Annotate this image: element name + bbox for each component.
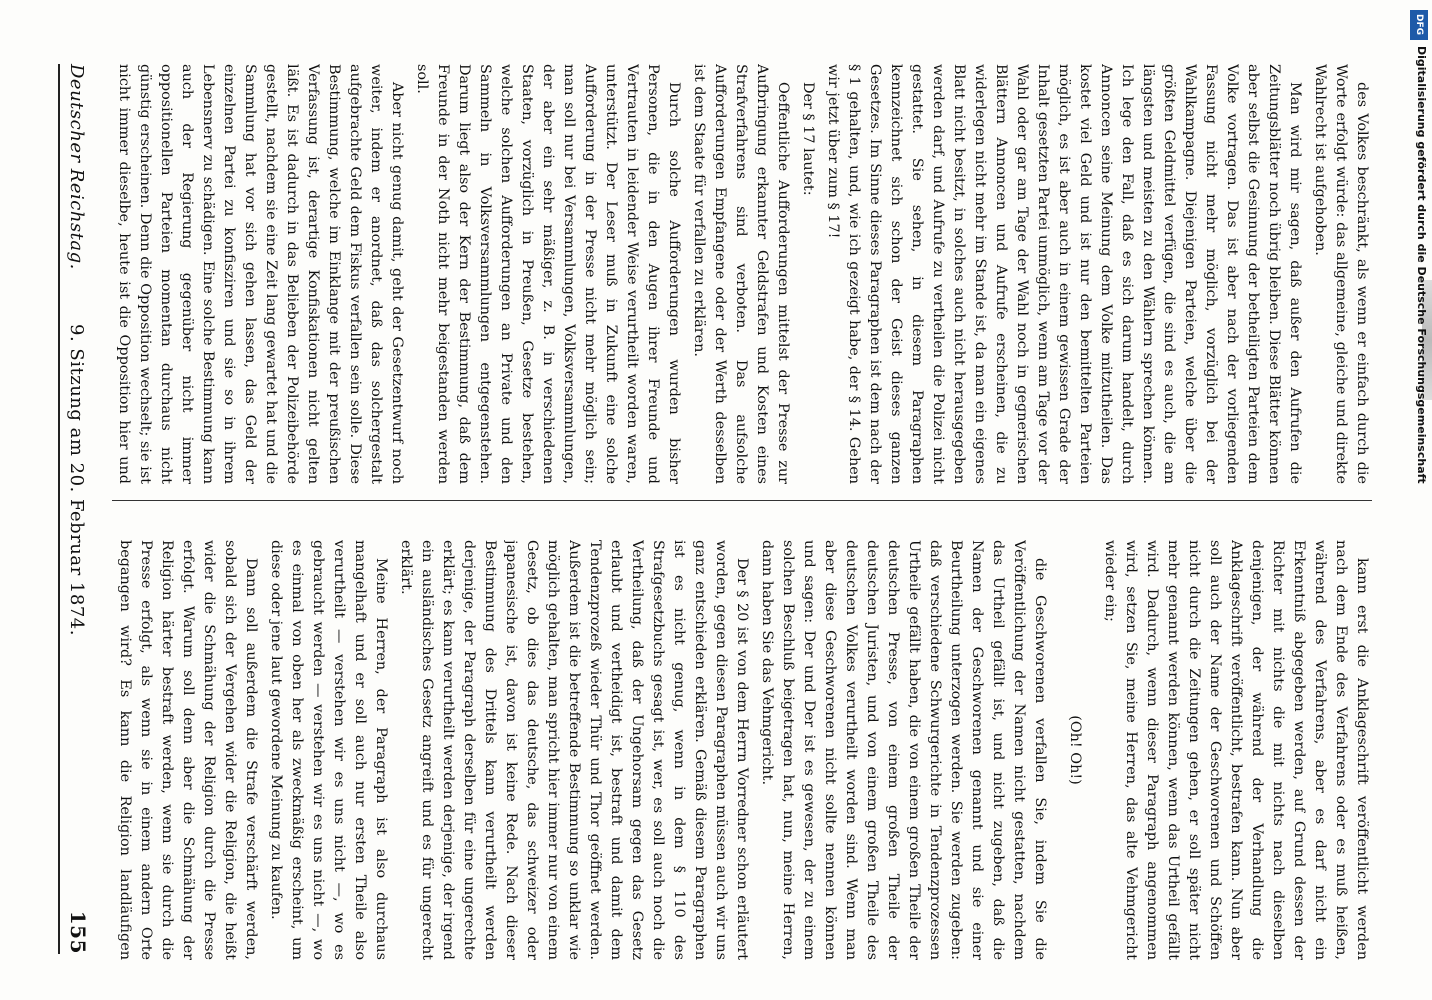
page-header <box>58 64 100 954</box>
paragraph: Meine Herren, der Paragraph ist also durchaus mangelhaft und er soll auch nur ersten Theile also verurtheilt — verstehen wir es uns nicht —, wo es gebraucht werden — verstehen wir es uns nicht —, wo es einmal von oben her als zweckmäßig erscheint, um diese oder jene laut gewordene Meinung zu kaufen. <box>268 540 389 960</box>
right-text-column <box>112 540 1372 960</box>
left-text-column <box>112 64 1372 484</box>
paragraph: Der § 17 lautet: <box>800 82 816 196</box>
paragraph: Oeffentliche Aufforderungen mittelst der Presse zur Aufbringung erkannter Geldstrafen und Kosten eines Strafverfahrens sind verboten. Das aufsolche Aufforderungen Empfangene oder der Werth desselben ist dem Staate für verfallen zu erklären. <box>691 64 791 484</box>
paragraph: Der § 20 ist von dem Herrn Vorredner schon erläutert worden, gegen diesen Paragraphen müssen auch wir uns ganz entschieden erklären. Gemäß diesem Paragraphen ist es nicht genug, wenn in dem § 110 des Strafgesetzbuchs gesagt ist, wer, es soll auch noch die Vertheilung, daß der Ungehorsam gegen das Gesetz erlaubt und vertheidigt ist, bestraft und damit dem Tendenzprozeß wieder Thür und Thor geöffnet werden. Außerdem ist die betreffende Bestimmung so unklar wie möglich gehalten, man spricht hier immer nur von einem Gesetz, ob dies das deutsche, das schweizer oder japanesische ist, davon ist keine Rede. Nach dieser Bestimmung des Drittels kann verurtheilt werden derjenige, der Paragraph derselben für eine ungerechte erklärt; es kann verurtheilt werden derjenige, der irgend ein ausländisches Gesetz angreift und es für ungerecht erklärt. <box>398 540 750 960</box>
dfg-credit-text: Digitalisierung gefördert durch die Deutsche Forschungsgemeinschaft <box>1415 46 1428 484</box>
paragraph: des Volkes beschränkt, als wenn er einfach durch die Worte erfolgt würde: das allgemeine, gleiche und direkte Wahlrecht ist aufgehoben. <box>1312 64 1370 484</box>
page-number: 155 <box>66 910 90 954</box>
paragraph: Man wird mir sagen, daß außer den Aufrufen die Zeitungsblätter noch übrig bleiben. Diese Blätter können aber selbst die Gesinnung der betheiligten Parteien dem Volke vortragen. Das ist aber nach der vorliegenden Fassung nicht mehr möglich, vorzüglich bei der Wahlkampagne. Diejenigen Parteien, welche über die größten Geldmittel verfügen, die sind es auch, die am längsten und meisten zu den Wählern sprechen können. Ich lege den Fall, daß es sich darum handelt, durch Annoncen seine Meinung dem Volke mitzutheilen. Das kostet viel Geld und ist nur den bemittelten Parteien möglich, es ist aber auch in einem gewissen Grade der Inhalt gesetzten Partei unmöglich, wenn am Tage vor der Wahl oder gar am Tage der Wahl noch in gegnerischen Blättern Annoncen und Aufrufe erscheinen, die zu widerlegen nicht mehr im Stande ist, da man ein eigenes Blatt nicht besitzt, in solches auch nicht herausgegeben werden darf, und Aufrufe zu vertheilen die Polizei nicht gestattet. Sie sehen, in diesem Paragraphen kennzeichnet sich schon der Geist dieses ganzen Gesetzes. Im Sinne dieses Paragraphen ist dem nach der § 1 gehalten, und, wie ich gezeigt habe, der § 14. Gehen wir jetzt über zum § 17! <box>825 64 1303 484</box>
paragraph: die Geschworenen verfallen Sie, indem Sie die Veröffentlichung der Namen nicht gestatten, nachdem das Urtheil gefällt ist, und nicht zugeben, daß die Namen der Geschworenen genannt und sie einer Beurtheilung unterzogen werden. Sie werden zugeben: daß verschiedene Schwurgerichte in Tendenzprozessen Urtheile gefällt haben, die von einem großen Theile der deutschen Presse, von einem großen Theile der deutschen Juristen, und von einem großen Theile des deutschen Volkes verurtheilt worden sind. Wenn man aber diese Geschworenen nicht sollte nennen können und sagen: Der und Der ist es gewesen, der zu einem solchen Beschluß beigetragen hat, nun, meine Herren, dann haben Sie das Vehmgericht. <box>759 540 1048 960</box>
header-publication: Deutscher Reichstag. <box>66 64 87 270</box>
paragraph: kann erst die Anklageschrift veröffentlicht werden nach dem Ende des Verfahrens oder es muß heißen, während des Verfahrens, aber es darf nicht ein Erkenntniß abgegeben werden, auf Grund dessen der Richter mit nichts die mit nichts nach dieselben denjenigen, der während der Verhandlung die Anklageschrift veröffentlicht, bestrafen kann. Nun aber soll auch der Name der Geschworenen und Schöffen nicht durch die Zeitungen gehen, er soll später nicht mehr genannt werden können, wenn das Urtheil gefällt wird. Dadurch, wenn dieser Paragraph angenommen wird, setzen Sie, meine Herren, das alte Vehmgericht wieder ein; <box>1102 540 1370 960</box>
paragraph: Durch solche Aufforderungen wurden bisher Personen, die in den Augen ihrer Freunde und Vertrauten in leidender Weise verurtheilt worden waren, unterstützt. Der Leser muß in Zukunft eine solche Aufforderung in der Presse nicht mehr möglich sein; man soll nur bei Versammlungen, Volksversammlungen, der aber ein sehr mäßiger, z. B. in verschiedenen Staaten, vorzüglich in Preußen, Gesetze bestehen, welche solchen Aufforderungen an Private und den Sammeln in Volksversammlungen entgegenstehen. Darum liegt also der Kern der Bestimmung, daß dem Freunde in der Noth nicht mehr beigestanden werden soll. <box>414 64 682 484</box>
paragraph: Dann soll außerdem die Strafe verschärft werden, sobald sich der Vergehen wider die Religion, die heißt wider die Schmähung der Religion durch die Presse erfolgt. Warum soll denn aber die Schmähung der Religion härter bestraft werden, wenn sie durch die Presse erfolgt, als wenn sie in einem andern Orte begangen wird? Es kann die Religion landläufigen <box>117 540 259 960</box>
paragraph: Aber nicht genug damit, geht der Gesetzentwurf noch weiter, indem er anordnet, daß das solchergestalt aufgebrachte Geld dem Fiskus verfallen sein solle. Diese Bestimmung, welche im Einklange mit der preußischen Verfassung ist, derartige Konfiskationen nicht gelten läßt. Es ist dadurch in das Belieben der Polizeibehörde gestellt, nachdem sie eine Zeit lang gewartet hat und die Sammlung hat vor sich gehen lassen, das Geld der einzelnen Partei zu konfisziren und sie so in ihrem Lebensnerv zu schädigen. Eine solche Bestimmung kann auch der Regierung gegenüber nicht immer oppositionellen Parteien momentan durchaus nicht günstig erscheinen. Denn die Opposition wechselt; sie ist nicht immer dieselbe, heute ist die Opposition hier und <box>116 64 405 484</box>
dfg-logo: DFG <box>1410 10 1428 40</box>
header-session: 9. Sitzung am 20. Februar 1874. <box>66 324 87 636</box>
dfg-watermark <box>1410 6 1428 996</box>
column-divider <box>112 500 1372 501</box>
paragraph: (Oh! Oh!) <box>1067 715 1083 785</box>
